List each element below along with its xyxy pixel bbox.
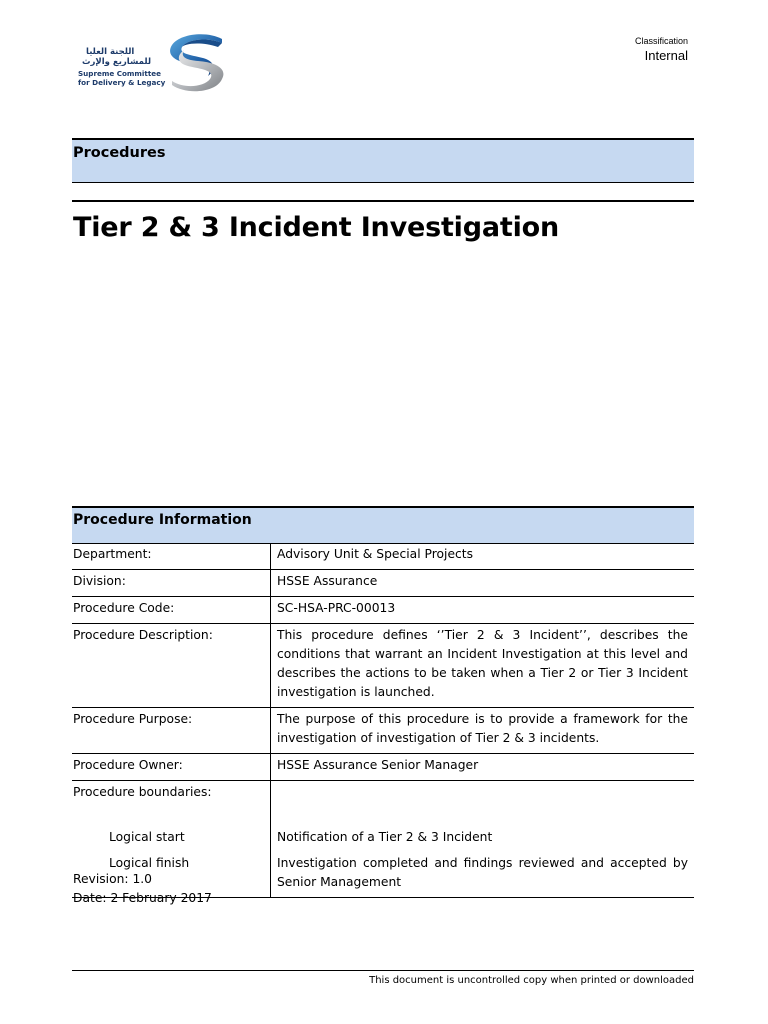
table-row <box>72 570 694 597</box>
table-row <box>72 543 694 570</box>
logo-english-line-2: for Delivery & Legacy <box>78 78 166 87</box>
organization-logo <box>78 33 238 93</box>
procedure-info-table <box>72 543 694 898</box>
revision-text: Revision: 1.0 <box>73 872 152 886</box>
row-value: HSSE Assurance <box>271 570 695 597</box>
row-label: Procedure Code: <box>72 597 271 624</box>
row-value: HSSE Assurance Senior Manager <box>271 754 695 781</box>
row-value: This procedure defines ‘’Tier 2 & 3 Incident’’, describes the conditions that warrant an Incident Investigation at this level and describes the actions to be taken when a Tier 2 or Tier 3 Incident investigation is launched. <box>271 624 695 708</box>
row-value: SC-HSA-PRC-00013 <box>271 597 695 624</box>
title-divider <box>72 200 694 202</box>
table-row <box>72 781 694 827</box>
document-title: Tier 2 & 3 Incident Investigation <box>73 212 560 243</box>
logo-arabic-line-1: اللجنة العليا <box>86 47 135 57</box>
boundaries-value <box>271 781 695 827</box>
table-row <box>72 597 694 624</box>
footer-note: This document is uncontrolled copy when printed or downloaded <box>369 975 694 986</box>
date-text: Date: 2 February 2017 <box>73 891 212 905</box>
supreme-committee-s-logo-icon <box>160 33 232 93</box>
logo-arabic-line-2: للمشاريع والإرث <box>82 57 152 67</box>
classification-label: Classification <box>634 36 688 46</box>
table-row <box>72 708 694 754</box>
row-value: The purpose of this procedure is to provide a framework for the investigation of investigation of Tier 2 & 3 incidents. <box>271 708 695 754</box>
table-row <box>72 624 694 708</box>
section-label: Procedures <box>73 145 166 161</box>
procedure-info-heading: Procedure Information <box>73 512 252 528</box>
footer-divider <box>72 970 694 971</box>
boundaries-label: Procedure boundaries: <box>72 781 271 827</box>
row-label: Procedure Description: <box>72 624 271 708</box>
logical-finish-value: Investigation completed and findings reviewed and accepted by Senior Management <box>271 852 695 898</box>
logical-finish-label: Logical finish <box>72 852 271 898</box>
logical-start-label: Logical start <box>72 826 271 852</box>
logical-start-value: Notification of a Tier 2 & 3 Incident <box>277 830 493 844</box>
table-row <box>72 826 694 852</box>
row-label: Procedure Owner: <box>72 754 271 781</box>
classification-value: Internal <box>644 48 688 63</box>
table-row <box>72 754 694 781</box>
row-label: Department: <box>72 543 271 570</box>
row-label: Procedure Purpose: <box>72 708 271 754</box>
logo-english-line-1: Supreme Committee <box>78 69 162 78</box>
row-label: Division: <box>72 570 271 597</box>
row-value: Advisory Unit & Special Projects <box>271 543 695 570</box>
